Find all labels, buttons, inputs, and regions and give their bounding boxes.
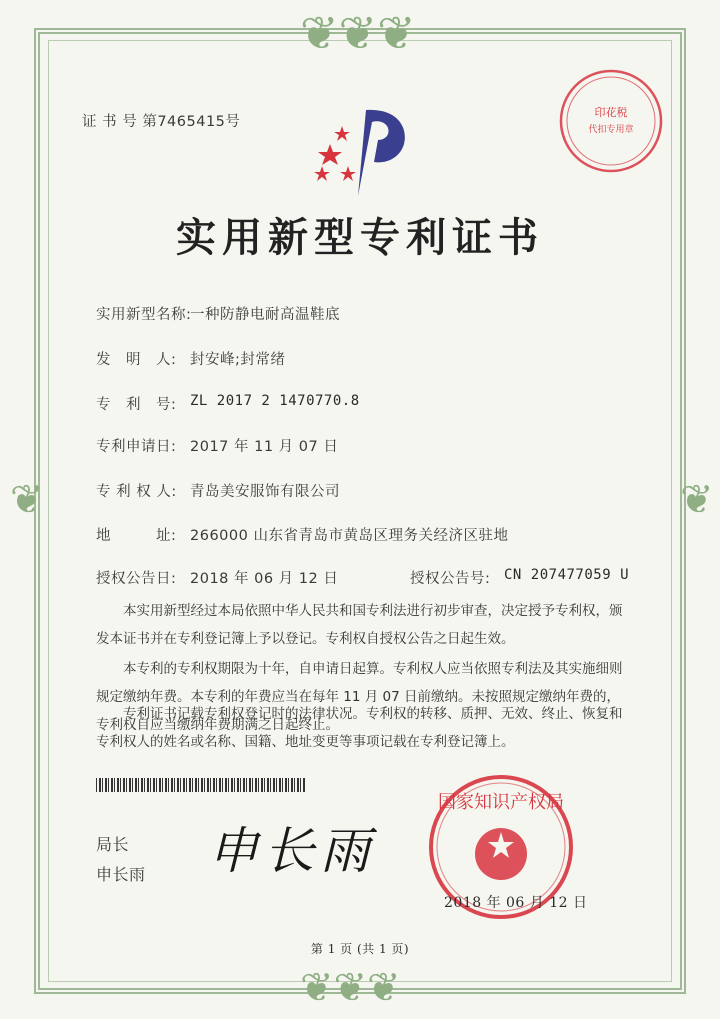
utility-name-label: 实用新型名称:	[96, 307, 192, 323]
address-value: 266000 山东省青岛市黄岛区理务关经济区驻地	[190, 528, 509, 544]
apply-date-label: 专利申请日:	[96, 439, 177, 455]
paragraph-grant: 本实用新型经过本局依照中华人民共和国专利法进行初步审查，决定授予专利权，颁发本证书并在专利登记簿上予以登记。专利权自授权公告之日起生效。	[96, 603, 623, 647]
certificate-number: 证 书 号 第7465415号	[82, 114, 241, 130]
address-label: 地 址:	[96, 528, 177, 544]
ornament-right-icon: ❦	[680, 477, 714, 523]
apply-date-value: 2017 年 11 月 07 日	[190, 439, 339, 455]
patent-office-logo-icon	[308, 100, 418, 200]
paragraph-term: 本专利的专利权期限为十年，自申请日起算。专利权人应当依照专利法及其实施细则规定缴纳年费。本专利的年费应当在每年 11 月 07 日前缴纳。未按照规定缴纳年费的，专利权自应当缴纳年费期满之日起终止。	[96, 661, 623, 733]
grant-number-value: CN 207477059 U	[504, 567, 630, 583]
seal-text: 国家知识产权局	[438, 792, 564, 813]
tax-stamp-icon	[556, 66, 666, 176]
svg-text:代扣专用章: 代扣专用章	[588, 125, 634, 135]
ornament-top-icon: ❦❦❦	[300, 6, 416, 60]
ornament-left-icon: ❦	[10, 477, 44, 523]
grant-date-label: 授权公告日:	[96, 571, 177, 587]
grant-date-value: 2018 年 06 月 12 日	[190, 571, 339, 587]
paragraph-legal-status: 专利证书记载专利权登记时的法律状况。专利权的转移、质押、无效、终止、恢复和专利权人的姓名或名称、国籍、地址变更等事项记载在专利登记簿上。	[96, 706, 623, 750]
seal-date: 2018 年 06 月 12 日	[444, 895, 588, 911]
signature-text: 申长雨	[208, 822, 376, 878]
grant-number-label: 授权公告号:	[410, 571, 491, 587]
utility-name-value: 一种防静电耐高温鞋底	[190, 307, 340, 323]
inventor-label: 发 明 人:	[96, 352, 177, 368]
director-signature	[208, 818, 388, 878]
inventor-value: 封安峰;封常绪	[190, 352, 286, 368]
patent-number-label: 专 利 号:	[96, 397, 177, 413]
page-info: 第 1 页 (共 1 页)	[310, 942, 410, 956]
certificate-title: 实用新型专利证书	[176, 214, 544, 261]
director-name: 申长雨	[96, 865, 146, 884]
barcode-icon	[96, 778, 306, 792]
svg-text:印花税: 印花税	[594, 106, 628, 119]
director-title: 局长	[96, 835, 130, 854]
ornament-bottom-icon: ❦❦❦	[300, 965, 401, 1011]
patentee-label: 专 利 权 人:	[96, 484, 177, 500]
patent-number-value: ZL 2017 2 1470770.8	[190, 393, 360, 409]
patentee-value: 青岛美安服饰有限公司	[190, 484, 340, 500]
